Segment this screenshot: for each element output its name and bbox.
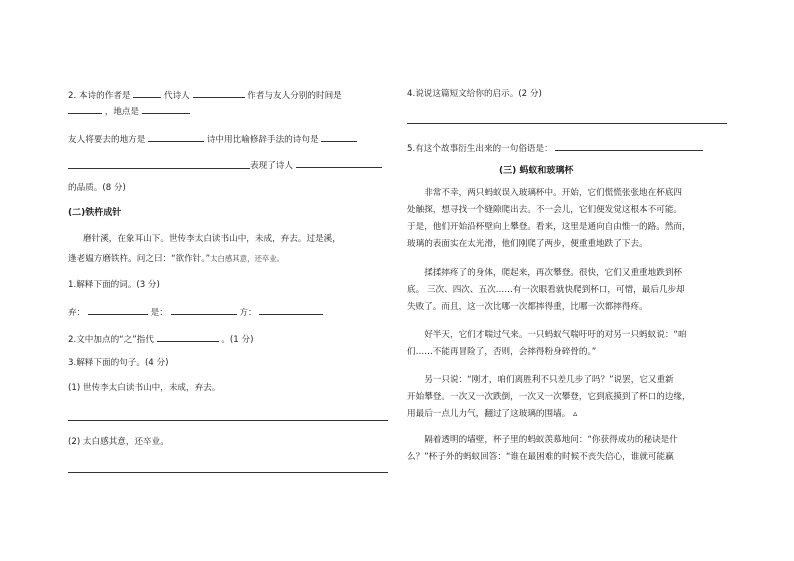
question-3-sentence-2: (2) 太白感其意，还卒业。: [68, 437, 169, 447]
q2-text-time: 作者与友人分别的时间是: [247, 91, 342, 101]
q2-text-author: 2. 本诗的作者是: [68, 91, 131, 101]
question-4: 4.说说这篇短文给你的启示。(2 分): [407, 89, 542, 99]
answer-line-sentence-1[interactable]: [68, 420, 388, 421]
section-3-title: (三) 蚂蚁和玻璃杯: [499, 166, 574, 176]
story-paragraph-2: [407, 265, 727, 316]
q2-text-destination: 友人将要去的地方是: [68, 135, 146, 145]
para1-line-2: 处触探，想寻找一个缝隙爬出去。不一会儿，它们便发觉这根本不可能。: [407, 205, 683, 215]
word-qi-label: 弃：: [68, 308, 86, 318]
q2-text-quality-score: 的品质。(8 分): [68, 183, 126, 193]
question-2-line4: [250, 158, 382, 172]
blank-poet-quality[interactable]: [296, 158, 382, 168]
blank-poet-name[interactable]: [193, 88, 245, 98]
passage-line-2a: 逢老媪方磨铁杵。问之曰：“欲作针。”: [68, 254, 211, 264]
question-2-line3: [68, 132, 357, 146]
question-3-label: 3.解释下面的句子。(4 分): [68, 358, 169, 368]
question-2-line1: [68, 88, 342, 102]
blank-word-fang[interactable]: [259, 305, 323, 315]
story-paragraph-5: [407, 432, 727, 466]
para5-line-1: 隔着透明的墙壁，杯子里的蚂蚁羡慕地问：“你获得成功的秘诀是什: [424, 435, 678, 445]
q2-text-place: ，地点是: [104, 107, 140, 117]
para4-line-1: 另一只说：“刚才，咱们离胜利不只差几步了吗？”说罢，它又重新: [424, 375, 674, 385]
passage-line-1: 磨针溪，在象耳山下。世传李太白读书山中，未成，弃去。过是溪，: [83, 234, 341, 244]
question-1-label: 1.解释下面的词。(3 分): [68, 280, 160, 290]
q2b-score: 。(1 分): [221, 335, 254, 345]
story-paragraph-4: [407, 372, 727, 423]
para5-line-2: 么？”杯子外的蚂蚁回答：“谁在最困难的时候不丧失信心，谁就可能赢: [407, 452, 674, 462]
para1-line-4: 玻璃的表面实在太光滑，他们刚爬了两步，便重重地跌了下去。: [407, 239, 648, 249]
answer-line-sentence-2[interactable]: [68, 472, 388, 473]
para4-line-2: 开始攀登。一次又一次跌倒，一次又一次攀登，它到底摸到了杯口的边缘，: [407, 392, 691, 402]
para2-line-2: 底。 三次、四次、五次……有一次眼看就快爬到杯口，可惜，最后几步却: [407, 285, 685, 295]
question-5: [407, 141, 703, 155]
blank-word-shi[interactable]: [171, 305, 237, 315]
question-2-line2: [68, 104, 190, 118]
para1-line-3: 于是，他们开始沿杯壁向上攀登。看来，这里是通向自由惟一的路。然而，: [407, 222, 691, 232]
answer-line-metaphor[interactable]: [68, 168, 250, 169]
q2b-text: 2.文中加点的“之”指代: [68, 335, 154, 345]
question-2b: [68, 332, 253, 346]
q5-text: 5.有这个故事衍生出来的一句俗语是：: [407, 144, 553, 154]
para2-line-3: 失败了。而且，这一次比哪一次都摔得重，比哪一次都摔得疼。: [407, 302, 648, 312]
para2-line-1: 揉揉摔疼了的身体，爬起来，再次攀登。很快，它们又重重地跌到杯: [424, 268, 683, 278]
q2-text-metaphor: 诗中用比喻修辞手法的诗句是: [206, 135, 319, 145]
story-paragraph-3: [407, 327, 727, 361]
question-1-words: [68, 305, 323, 319]
blank-destination[interactable]: [148, 132, 204, 142]
para4-line-3: 用最后一点儿力气，翻过了这玻璃的围墙。 ▵: [407, 409, 578, 419]
answer-line-q4[interactable]: [407, 123, 727, 124]
para1-line-1: 非常不幸，两只蚂蚁误入玻璃杯中。开始，它们慌慌张张地在杯底四: [424, 188, 683, 198]
word-shi-label: 是：: [150, 308, 168, 318]
word-fang-label: 方：: [239, 308, 257, 318]
section-2-title: (二)铁杵成针: [68, 208, 122, 218]
blank-word-qi[interactable]: [88, 305, 148, 315]
passage-line-2: [68, 253, 284, 265]
blank-metaphor-start[interactable]: [321, 132, 357, 142]
passage-line-2b: 太白感其意，还卒业。: [210, 254, 285, 263]
blank-place[interactable]: [142, 104, 190, 114]
blank-zhi-refers[interactable]: [157, 332, 219, 342]
q2-text-dynasty: 代诗人: [163, 91, 190, 101]
para3-line-2: 们……不能再冒险了，否则，会摔得粉身碎骨的。”: [407, 347, 597, 357]
story-paragraph-1: [407, 185, 727, 253]
para3-line-1: 好半天，它们才喘过气来。一只蚂蚁气喘吁吁的对另一只蚂蚁说：“咱: [424, 330, 687, 340]
blank-time[interactable]: [68, 104, 102, 114]
question-3-sentence-1: (1) 世传李太白读书山中，未成，弃去。: [68, 383, 221, 393]
blank-author-dynasty[interactable]: [133, 88, 161, 98]
q2-text-show: 表现了诗人: [250, 161, 293, 171]
blank-proverb[interactable]: [555, 141, 703, 151]
